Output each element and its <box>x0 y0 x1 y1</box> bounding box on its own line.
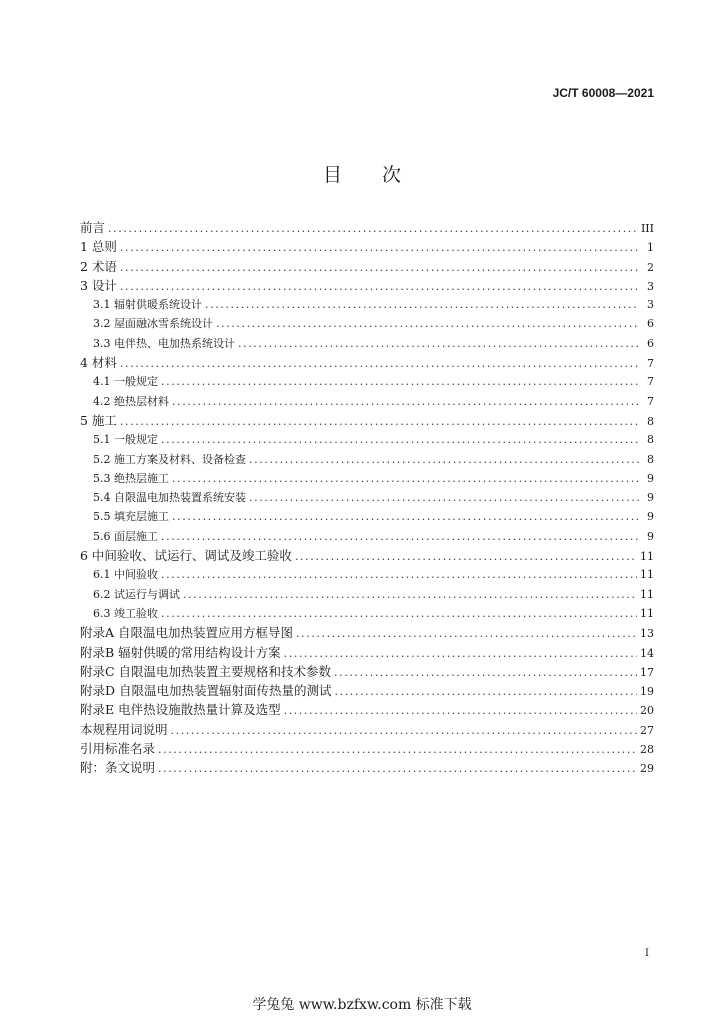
toc-leader-dots <box>161 527 639 546</box>
toc-entry-label: 6.3 竣工验收 <box>93 606 158 620</box>
toc-entry-label: 5.5 填充层施工 <box>93 510 169 524</box>
toc-leader-dots <box>120 258 639 277</box>
page-title: 目次 <box>322 164 441 186</box>
toc-leader-dots <box>249 450 639 469</box>
toc-entry-page: 8 <box>647 414 654 428</box>
toc-entry-label: 附录C 自限温电加热装置主要规格和技术参数 <box>80 663 332 679</box>
toc-entry[interactable] <box>80 314 654 333</box>
standard-code: JC/T 60008—2021 <box>552 86 654 100</box>
toc-entry-label: 附录D 自限温电加热装置辐射面传热量的测试 <box>80 683 332 699</box>
toc-leader-dots <box>158 759 637 778</box>
toc-entry[interactable] <box>80 720 654 739</box>
toc-entry-page: 7 <box>647 375 654 389</box>
toc-entry-page: III <box>640 222 654 235</box>
toc-entry[interactable] <box>80 758 654 777</box>
toc-entry[interactable] <box>80 643 654 662</box>
toc-leader-dots <box>158 740 637 759</box>
toc-entry-label: 前言 <box>80 220 106 235</box>
toc-entry[interactable] <box>80 392 654 411</box>
toc-entry-page: 9 <box>647 471 654 485</box>
toc-entry-label: 5.6 面层施工 <box>93 529 158 543</box>
toc-entry-page: 11 <box>640 587 654 601</box>
toc-leader-dots <box>249 488 639 507</box>
toc-entry-page: 17 <box>640 665 654 679</box>
toc-leader-dots <box>238 334 639 353</box>
toc-entry-label: 5.1 一般规定 <box>93 433 158 447</box>
toc-entry-page: 2 <box>647 260 654 274</box>
toc-entry-page: 6 <box>647 317 654 331</box>
toc-leader-dots <box>161 430 639 449</box>
toc-entry-page: 9 <box>647 510 654 524</box>
table-of-contents <box>80 218 654 778</box>
toc-leader-dots <box>284 644 637 663</box>
toc-entry-label: 3.3 电伴热、电加热系统设计 <box>93 336 235 350</box>
toc-entry[interactable] <box>80 488 654 507</box>
toc-entry[interactable] <box>80 450 654 469</box>
toc-entry-page: 7 <box>647 394 654 408</box>
toc-entry[interactable] <box>80 372 654 391</box>
toc-entry-label: 3.1 辐射供暖系统设计 <box>93 298 202 312</box>
toc-leader-dots <box>171 721 637 740</box>
toc-entry[interactable] <box>80 334 654 353</box>
toc-entry-page: 20 <box>640 704 654 718</box>
toc-entry[interactable] <box>80 739 654 758</box>
toc-entry-page: 3 <box>647 298 654 312</box>
toc-leader-dots <box>335 682 638 701</box>
toc-entry[interactable] <box>80 623 654 642</box>
toc-entry-label: 附录B 辐射供暖的常用结构设计方案 <box>80 644 281 660</box>
toc-entry-page: 29 <box>640 762 654 776</box>
toc-entry-label: 附录A 自限温电加热装置应用方框导图 <box>80 625 294 641</box>
toc-entry-label: 3 设计 <box>80 277 117 293</box>
toc-leader-dots <box>295 547 637 566</box>
toc-leader-dots <box>172 507 639 526</box>
toc-entry[interactable] <box>80 662 654 681</box>
toc-entry[interactable] <box>80 257 654 276</box>
toc-leader-dots <box>161 565 637 584</box>
toc-entry-label: 5.3 绝热层施工 <box>93 471 169 485</box>
toc-leader-dots <box>161 372 639 391</box>
toc-entry-page: 1 <box>647 241 654 255</box>
toc-entry-page: 8 <box>647 452 654 466</box>
toc-entry[interactable] <box>80 527 654 546</box>
toc-entry-label: 3.2 屋面融冰雪系统设计 <box>93 317 213 331</box>
toc-entry-label: 本规程用词说明 <box>80 721 168 737</box>
toc-entry[interactable] <box>80 604 654 623</box>
toc-entry-page: 11 <box>640 568 654 582</box>
toc-entry-label: 2 术语 <box>80 258 117 274</box>
footer-watermark: 学兔兔 www.bzfxw.com 标准下载 <box>252 997 472 1013</box>
toc-leader-dots <box>120 412 639 431</box>
toc-entry-label: 4 材料 <box>80 355 117 371</box>
toc-leader-dots <box>205 295 639 314</box>
toc-entry-page: 19 <box>640 685 654 699</box>
toc-entry[interactable] <box>80 546 654 565</box>
toc-entry[interactable] <box>80 565 654 584</box>
toc-entry-label: 6.1 中间验收 <box>93 568 158 582</box>
toc-entry-page: 14 <box>640 646 654 660</box>
toc-leader-dots <box>296 624 637 643</box>
toc-leader-dots <box>161 604 637 623</box>
toc-entry[interactable] <box>80 681 654 700</box>
toc-entry-label: 5.4 自限温电加热装置系统安装 <box>93 491 246 505</box>
toc-entry-page: 3 <box>647 279 654 293</box>
toc-entry[interactable] <box>80 295 654 314</box>
toc-leader-dots <box>108 219 638 238</box>
toc-entry-page: 9 <box>647 491 654 505</box>
toc-entry-label: 6.2 试运行与调试 <box>93 587 180 601</box>
toc-entry[interactable] <box>80 430 654 449</box>
toc-leader-dots <box>172 392 639 411</box>
toc-entry-label: 5 施工 <box>80 412 117 428</box>
toc-entry[interactable] <box>80 700 654 719</box>
toc-entry-page: 6 <box>647 336 654 350</box>
toc-entry-label: 附录E 电伴热设施散热量计算及选型 <box>80 702 281 718</box>
toc-leader-dots <box>120 354 639 373</box>
toc-entry[interactable] <box>80 585 654 604</box>
toc-entry[interactable] <box>80 218 654 237</box>
page-number: I <box>645 948 649 959</box>
toc-entry-page: 11 <box>640 550 654 564</box>
toc-entry-label: 附：条文说明 <box>80 760 156 776</box>
toc-entry[interactable] <box>80 507 654 526</box>
toc-entry-page: 11 <box>640 606 654 620</box>
toc-entry[interactable] <box>80 353 654 372</box>
toc-entry-page: 27 <box>640 723 654 737</box>
toc-entry-label: 6 中间验收、试运行、调试及竣工验收 <box>80 548 292 564</box>
toc-entry[interactable] <box>80 237 654 256</box>
toc-entry-page: 7 <box>647 357 654 371</box>
toc-entry-page: 9 <box>647 529 654 543</box>
toc-entry-label: 4.1 一般规定 <box>93 375 158 389</box>
toc-leader-dots <box>172 469 639 488</box>
toc-entry[interactable] <box>80 276 654 295</box>
toc-leader-dots <box>334 663 637 682</box>
toc-leader-dots <box>120 238 639 257</box>
toc-leader-dots <box>284 701 637 720</box>
toc-entry-page: 13 <box>640 627 654 641</box>
toc-entry-label: 4.2 绝热层材料 <box>93 394 169 408</box>
toc-entry-label: 1 总则 <box>80 239 117 255</box>
toc-entry-page: 8 <box>647 433 654 447</box>
toc-leader-dots <box>216 314 639 333</box>
toc-entry[interactable] <box>80 469 654 488</box>
toc-entry-page: 28 <box>640 743 654 757</box>
toc-leader-dots <box>183 585 637 604</box>
toc-entry-label: 5.2 施工方案及材料、设备检查 <box>93 452 246 466</box>
toc-leader-dots <box>120 277 639 296</box>
toc-entry[interactable] <box>80 411 654 430</box>
toc-entry-label: 引用标准名录 <box>80 741 156 757</box>
